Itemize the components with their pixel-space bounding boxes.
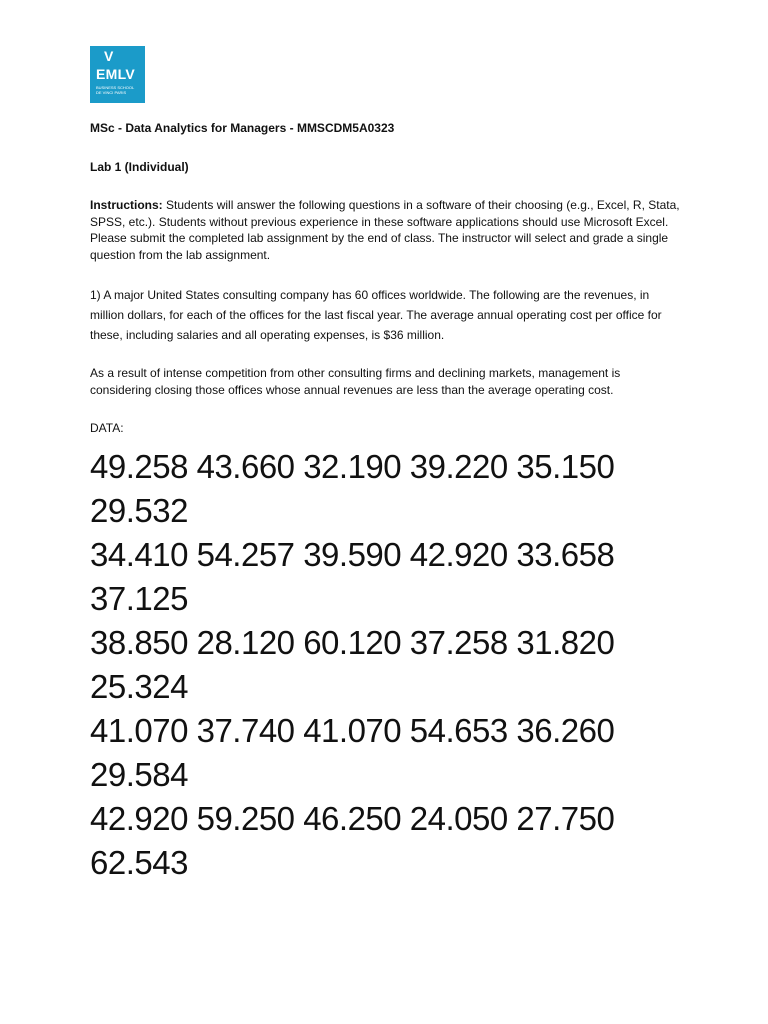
data-row: 37.125 <box>90 579 188 617</box>
data-row: 38.850 28.120 60.120 37.258 31.820 <box>90 623 615 661</box>
question-1: 1) A major United States consulting company has 60 offices worldwide. The following are the revenues, in million dollars, for each of the offices for the last fiscal year. The average annual operating cost per office for these, including salaries and all operating expenses, is $36 million. <box>90 288 662 342</box>
data-values <box>90 445 680 885</box>
course-title: MSc - Data Analytics for Managers - MMSCDM5A0323 <box>90 121 395 135</box>
data-row: 62.543 <box>90 843 188 881</box>
data-row: 49.258 43.660 32.190 39.220 35.150 <box>90 447 615 485</box>
logo-tagline: BUSINESS SCHOOL DE VINCI PARIS <box>96 85 135 95</box>
data-row: 41.070 37.740 41.070 54.653 36.260 <box>90 711 615 749</box>
question-1-followup: As a result of intense competition from other consulting firms and declining markets, management is considering closing those offices whose annual revenues are less than the average operating cost. <box>90 366 621 397</box>
data-row: 25.324 <box>90 667 188 705</box>
logo-wordmark: EMLV <box>96 66 136 82</box>
instructions-text: Students will answer the following questions in a software of their choosing (e.g., Excel, R, Stata, SPSS, etc.). Students without previous experience in these software applications should use Microsoft Excel. Please submit the completed lab assignment by the end of class. The instructor will select and grade a single question from the lab assignment. <box>90 198 680 262</box>
logo-mark: V <box>104 48 114 64</box>
lab-title: Lab 1 (Individual) <box>90 159 189 174</box>
document-body <box>90 120 680 885</box>
instructions-paragraph <box>90 197 680 263</box>
data-row: 34.410 54.257 39.590 42.920 33.658 <box>90 535 615 573</box>
data-row: 29.584 <box>90 755 188 793</box>
instructions-label: Instructions: <box>90 198 163 212</box>
data-row: 42.920 59.250 46.250 24.050 27.750 <box>90 799 615 837</box>
emlv-logo <box>90 46 145 103</box>
data-label: DATA: <box>90 421 124 435</box>
data-row: 29.532 <box>90 491 188 529</box>
